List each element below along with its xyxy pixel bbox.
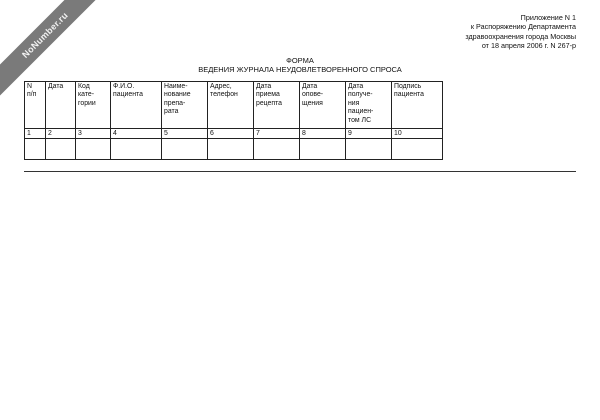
- col-header-line: том ЛС: [348, 116, 372, 124]
- empty-cell: [208, 139, 254, 160]
- column-number-row: [25, 129, 443, 139]
- column-number: 10: [392, 129, 443, 139]
- col-header-line: Дата: [348, 83, 364, 90]
- col-header-line: препа-: [164, 99, 186, 107]
- empty-cell: [46, 139, 76, 160]
- empty-cell: [392, 139, 443, 160]
- form-title: ФОРМА: [286, 56, 314, 65]
- col-header-patient-signature: [392, 82, 443, 129]
- col-header-line: рата: [164, 108, 179, 116]
- col-header-line: Подпись: [394, 83, 422, 90]
- empty-cell: [346, 139, 392, 160]
- col-header-line: Наиме-: [164, 83, 188, 90]
- horizontal-rule: [24, 171, 576, 172]
- annex-reference: [465, 13, 576, 50]
- form-subtitle: ВЕДЕНИЯ ЖУРНАЛА НЕУДОВЛЕТВОРЕННОГО СПРОСА: [198, 65, 402, 74]
- col-header-line: гории: [78, 99, 96, 107]
- col-header-line: пациента: [394, 91, 424, 99]
- col-header-date: [46, 82, 76, 129]
- col-header-line: Дата: [48, 83, 64, 90]
- column-number: 9: [346, 129, 392, 139]
- annex-line: к Распоряжению Департамента: [470, 22, 576, 32]
- column-number: 2: [46, 129, 76, 139]
- col-header-line: Дата: [302, 83, 318, 90]
- col-header-address-phone: [208, 82, 254, 129]
- col-header-receipt-date: [346, 82, 392, 129]
- col-header-line: пациен-: [348, 108, 374, 116]
- column-number: 3: [76, 129, 111, 139]
- col-header-line: щения: [302, 99, 323, 107]
- column-number: 7: [254, 129, 300, 139]
- column-number: 1: [25, 129, 46, 139]
- col-header-line: рецепта: [256, 99, 283, 107]
- column-number: 6: [208, 129, 254, 139]
- col-header-line: кате-: [78, 91, 95, 99]
- col-header-line: получе-: [348, 91, 373, 99]
- empty-cell: [300, 139, 346, 160]
- col-header-notification-date: [300, 82, 346, 129]
- col-header-line: пациента: [113, 91, 143, 99]
- empty-entry-row: [25, 139, 443, 160]
- empty-cell: [254, 139, 300, 160]
- col-header-prescription-date: [254, 82, 300, 129]
- col-header-drug-name: [162, 82, 208, 129]
- form-heading: [0, 56, 600, 74]
- col-header-line: Адрес,: [210, 83, 232, 90]
- annex-line: Приложение N 1: [520, 13, 576, 22]
- col-header-line: ния: [348, 99, 360, 107]
- col-header-line: Код: [78, 83, 90, 90]
- empty-cell: [76, 139, 111, 160]
- col-header-number: [25, 82, 46, 129]
- empty-cell: [25, 139, 46, 160]
- column-number: 5: [162, 129, 208, 139]
- column-number: 8: [300, 129, 346, 139]
- annex-line: здравоохранения города Москвы: [465, 31, 576, 41]
- col-header-line: приема: [256, 91, 280, 99]
- col-header-line: нование: [164, 91, 191, 99]
- annex-line: от 18 апреля 2006 г. N 267-р: [481, 40, 576, 50]
- column-number: 4: [111, 129, 162, 139]
- col-header-line: опове-: [302, 91, 324, 99]
- journal-table: [24, 81, 443, 160]
- col-header-line: N: [27, 83, 32, 90]
- col-header-line: Дата: [256, 83, 272, 90]
- watermark: NoNumber.ru: [0, 0, 106, 96]
- col-header-patient-name: [111, 82, 162, 129]
- col-header-line: п/п: [27, 91, 37, 99]
- empty-cell: [111, 139, 162, 160]
- empty-cell: [162, 139, 208, 160]
- col-header-line: телефон: [210, 91, 238, 99]
- header-row: [25, 82, 443, 129]
- col-header-line: Ф.И.О.: [113, 83, 135, 90]
- col-header-category-code: [76, 82, 111, 129]
